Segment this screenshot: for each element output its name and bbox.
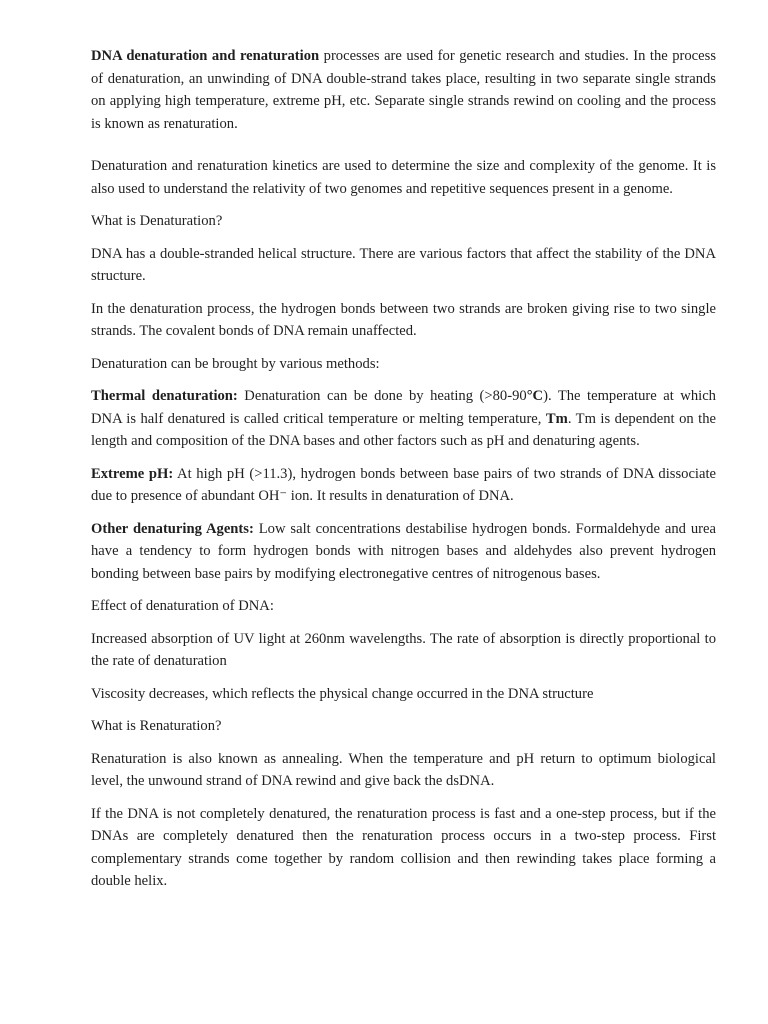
- thermal-text-1: Denaturation can be done by heating (>80-90: [237, 388, 527, 404]
- kinetics-paragraph: Denaturation and renaturation kinetics are used to determine the size and complexity of the genome. It is also used to understand the relativity of two genomes and repetitive sequences present in a genome.: [91, 158, 716, 197]
- annealing-paragraph: Renaturation is also known as annealing. When the temperature and pH return to optimum biological level, the unwound strand of DNA rewind and give back the dsDNA.: [91, 750, 716, 789]
- degree-symbol: °C: [526, 388, 544, 404]
- effect-heading: Effect of denaturation of DNA:: [91, 598, 274, 614]
- thermal-paragraph: [91, 385, 716, 453]
- viscosity-paragraph: Viscosity decreases, which reflects the physical change occurred in the DNA structure: [91, 685, 594, 702]
- intro-paragraph: [91, 45, 716, 135]
- thermal-text-3: . Tm is dependent on the length and composition of the DNA bases and other factors such as pH and denaturing agents.: [91, 410, 716, 449]
- thermal-text-2: ). The temperature at which DNA is half denatured is called critical temperature or melting temperature,: [91, 388, 716, 427]
- agents-paragraph: [91, 518, 716, 586]
- intro-text: processes are used for genetic research and studies. In the process of denaturation, an unwinding of DNA double-strand takes place, resulting in two separate single strands on applying high temperature, extreme pH, etc. Separate single strands rewind on cooling and the process is known as renaturation.: [91, 48, 716, 132]
- methods-paragraph: Denaturation can be brought by various methods:: [91, 355, 380, 372]
- thermal-lead: Thermal denaturation:: [91, 388, 238, 404]
- process-paragraph: In the denaturation process, the hydrogen bonds between two strands are broken giving rise to two single strands. The covalent bonds of DNA remain unaffected.: [91, 300, 716, 339]
- structure-paragraph: DNA has a double-stranded helical structure. There are various factors that affect the stability of the DNA structure.: [91, 245, 716, 284]
- renaturation-heading: What is Renaturation?: [91, 718, 222, 734]
- intro-lead: DNA denaturation and renaturation: [91, 48, 320, 64]
- ph-lead: Extreme pH:: [91, 465, 174, 482]
- ph-text: At high pH (>11.3), hydrogen bonds between base pairs of two strands of DNA dissociate due to presence of abundant OH⁻ ion. It results in denaturation of DNA.: [91, 465, 716, 504]
- two-step-paragraph: If the DNA is not completely denatured, the renaturation process is fast and a one-step process, but if the DNAs are completely denatured then the renaturation process occurs in a two-step process. First complementary strands come together by random collision and then rewinding takes place forming a double helix.: [91, 805, 716, 889]
- tm-term: Tm: [545, 410, 568, 427]
- ph-paragraph: [91, 463, 716, 508]
- uv-paragraph: Increased absorption of UV light at 260nm wavelengths. The rate of absorption is directly proportional to the rate of denaturation: [91, 630, 716, 669]
- agents-lead: Other denaturing Agents:: [91, 520, 254, 537]
- denaturation-heading: What is Denaturation?: [91, 213, 223, 229]
- agents-text: Low salt concentrations destabilise hydrogen bonds. Formaldehyde and urea have a tendency to form hydrogen bonds with nitrogen bases and aldehydes also prevent hydrogen bonding between base pairs by modifying electronegative centres of nitrogenous bases.: [91, 520, 716, 582]
